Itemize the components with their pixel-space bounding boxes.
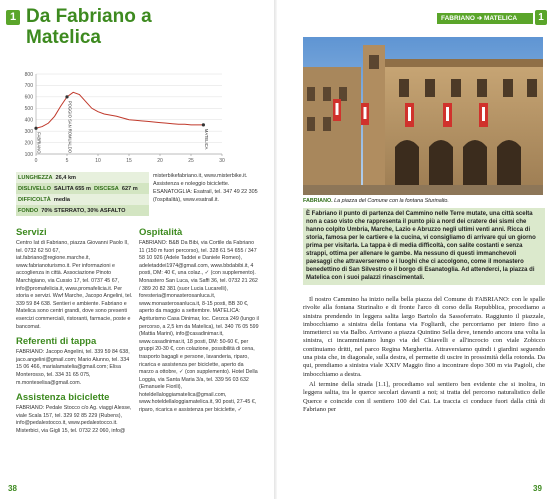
place-label: MATELICA	[203, 128, 209, 150]
x-tick-label: 25	[188, 158, 194, 164]
photo-illustration	[303, 37, 543, 195]
elevation-profile-chart	[14, 70, 254, 170]
photo-piazza-fabriano	[303, 37, 543, 195]
stat-value: SALITA 655 m	[53, 185, 91, 192]
y-tick-label: 600	[24, 94, 33, 101]
y-tick-label: 200	[24, 140, 33, 147]
stat-value: 627 m	[121, 185, 138, 192]
y-tick-label: 700	[24, 83, 33, 90]
caption-place: FABRIANO.	[303, 198, 333, 204]
stage-number-badge-right: 1	[535, 10, 547, 25]
page-number-left: 38	[8, 484, 17, 493]
y-tick-label: 400	[24, 117, 33, 124]
stats-side-text: misterbikefabriano.it, www.misterbike.it. Assistenza e noleggio biciclette. ESANATOGLIA: Esatrail, tel. 347 49 22 305 (l'ospitalità), www.esatrail.it.	[153, 173, 258, 203]
stage-stats	[16, 172, 266, 216]
intro-box: È Fabriano il punto di partenza del Cammino nelle Terre mutate, una città scelta non a caso visto che rappresenta il punto più a nord dei cratere dei sismi che hanno colpito Umbria, Marche, Lazio e Abruzzo negli ultimi venti anni. Ricca di storia, famosa per le cartiere e la cucina, vi consigliamo di arrivare qui un giorno prima per visitarla. La tappa è di media difficoltà, con salite costanti e senza strappi, ottima per allenare le gambe. Ma nessuno di questi immanchevoli paesaggi che attraverseremo e i luoghi che ci accolgono, come il monastero benedettino di San Silvestro o il borgo di Esanatoglia. Ad attenderci, la piazza di Matelica con i suoi palazzi rinascimentali.	[303, 208, 545, 285]
body-paragraph: Al termine della strada [1.1], procediamo sul sentiero ben evidente che si inoltra, in leggera salita, tra le querce secolari davanti a noi; si tratta del percorso naturalistico delle Querce e coincide con il sentiero 100 del Cai. La traccia ci conduce fuori dalla città di Fabriano per	[303, 380, 545, 413]
stat-difficulty	[16, 194, 149, 205]
stage-number-badge: 1	[6, 10, 20, 25]
stat-label: LUNGHEZZA	[18, 174, 53, 181]
referenti-text: FABRIANO: Jacopo Angelini, tel. 339 59 84 638, jaco.angelini@gmail.com; Mario Alunno, tel. 334 15 06 466, marialamatelia@gmail.com; Elisa Monterosso, tel. 334 31 65 075, m.monteselisa@gmail.com.	[16, 349, 130, 386]
place-marker	[202, 123, 205, 126]
x-tick-label: 15	[126, 158, 132, 164]
elevation-profile-svg	[14, 70, 254, 170]
stat-surface	[16, 205, 149, 216]
page-title: Da Fabriano a Matelica	[26, 6, 152, 48]
place-label: FABRIANO	[36, 132, 42, 154]
ospitalita-text: FABRIANO: B&B Da Bibi, via Cortile da Fabriano 11 (150 m fuori percorso), tel. 328 61 54 655 / 347 58 10 926 (Adele Taddei e Daniele Romeo), adeletaddei1974@gmail.com, www.bbdabibi.it, 4 posti, DM: 40 €, una colaz., ✓ (con supplemento). Monastero San Luca, via Saffi 36, tel. 0732 21 262 / 389 20 82 381 (suor Lucia Lucarelli), foresteria@monasterosanluca.it, www.monasterosanluca.it, 8-15 posti, BB 30 €, aperto da maggio a settembre. MATELICA: Agriturismo Casa Dinimar, loc. Cerzca 249 (lungo il percorso, a 2,5 km da Matelica), tel. 340 76 05 599 (Mattia Marini), info@casadinimar.it, www.casadinimar.it, 18 posti, DM: 50-60 €, per gruppi 20-30 €, con colazione, possibilità di cena, trasporto bagagli e persone, lavanderia, riparo, ricarica e assistenza per biciclette, aperto da marzo a ottobre, ✓ (con supplemento). Hotel Della Loggia, via Santa Maria 3/a, tel. 339 56 03 632 (Emanuele Fiorili), hoteldellaloggiamatelica@gmail.com, www.hoteldellaloggiamatelica.it, 90 posti, 27-45 €, riparo, ricarica e assistenza per biciclette, ✓	[139, 240, 259, 414]
left-column-b	[139, 227, 259, 415]
book-gutter	[274, 0, 277, 499]
stat-label: DIFFICOLTÀ	[18, 196, 51, 203]
assistenza-text: FABRIANO: Pedale Stocco c/o Ag. viaggi Alesse, viale Scala 157, tel. 329 92 85 229 (Rubens), info@pedalestocco.it, www.pedalestocco.it. Misterbici, via Gigli 15, tel. 0732 22 060, info@	[16, 405, 132, 434]
page-number-right: 39	[533, 484, 542, 493]
running-head: FABRIANO ➔ MATELICA	[437, 13, 533, 24]
y-tick-label: 500	[24, 106, 33, 113]
x-tick-label: 5	[65, 158, 69, 164]
x-tick-label: 10	[95, 158, 101, 164]
ospitalita-heading: Ospitalità	[139, 227, 183, 238]
place-label: POGGIO SAN ROMUALDO	[67, 100, 73, 153]
stat-elevation	[16, 183, 149, 194]
stat-length	[16, 172, 149, 183]
servizi-heading: Servizi	[16, 227, 47, 238]
y-tick-label: 100	[24, 151, 33, 158]
stat-value: 70% STERRATO, 30% ASFALTO	[41, 207, 126, 214]
x-tick-label: 20	[157, 158, 163, 164]
servizi-text: Centro Iat di Fabriano, piazza Giovanni Paolo II, tel. 0732 62 50 67, iat.fabriano@regione.marche.it, www.fabrianoturismo.it. Per informazioni e accoglienza in città. Associazione Pinoto Marchigiano, via Cussio 17, tel. 0737 45 67, info@promafelicia.it, www.promafelicia.it. Per storia e servizi. Wwf Marche, Jacopo Angelini, tel. 339 59 84 638. Sentieri e ambiente. Fabriano e Matelica sono centri grandi, dove sono presenti esercizi commerciali, ristoranti, farmacie, poste e bancomat.	[16, 240, 133, 330]
assistenza-heading: Assistenza biciclette	[16, 392, 110, 404]
photo-caption	[303, 198, 543, 205]
place-marker	[65, 95, 68, 98]
stats-table	[16, 172, 149, 216]
caption-text: La piazza del Comune con la fontana Sturinalto.	[334, 198, 449, 204]
stat-label: DISLIVELLO	[18, 185, 51, 192]
y-tick-label: 800	[24, 71, 33, 78]
y-tick-label: 300	[24, 128, 33, 135]
referenti-heading: Referenti di tappa	[16, 336, 97, 348]
elevation-line	[36, 92, 203, 128]
x-tick-label: 0	[34, 158, 38, 164]
x-tick-label: 30	[219, 158, 225, 164]
main-text	[303, 296, 545, 416]
body-paragraph: Il nostro Cammino ha inizio nella bella piazza del Comune di FABRIANO: con le spalle rivolte alla fontana Sturinalto e di fronte l'arco di corso della Repubblica, procediamo a sinistra prendendo in leggera salita largo Bartolo da Sassoferrato. Raggiunto il piazzale, imbocchiamo a sinistra della fontana via Fogliardi, che percorriamo per intero fino a immetterci su via Balbo. Arrivano a piazza Quintino Sella deve, tenendo ancora una volta la sinistra, ci incamminiamo lungo via del Chiavelli e all'incrocio con viale Zobicco continuiamo dritti, nel parco Regina Margherita. Attraversiamo quindi i giardini seguendo una pista che, in diagonale, sulla destra, el permette di uscire in prossimità della rotonda. Da qui, prendiamo a sinistra viale XXIV Maggio fino a incontrare dopo 300 m via Pagioli, che imbocchiamo a destra.	[303, 296, 545, 378]
left-column-a	[16, 227, 134, 435]
stat-value: 26,4 km	[55, 174, 77, 181]
stat-label: DISCESA	[93, 185, 119, 192]
place-marker	[34, 127, 37, 130]
stat-value: media	[53, 196, 71, 203]
stat-label: FONDO	[18, 207, 39, 214]
